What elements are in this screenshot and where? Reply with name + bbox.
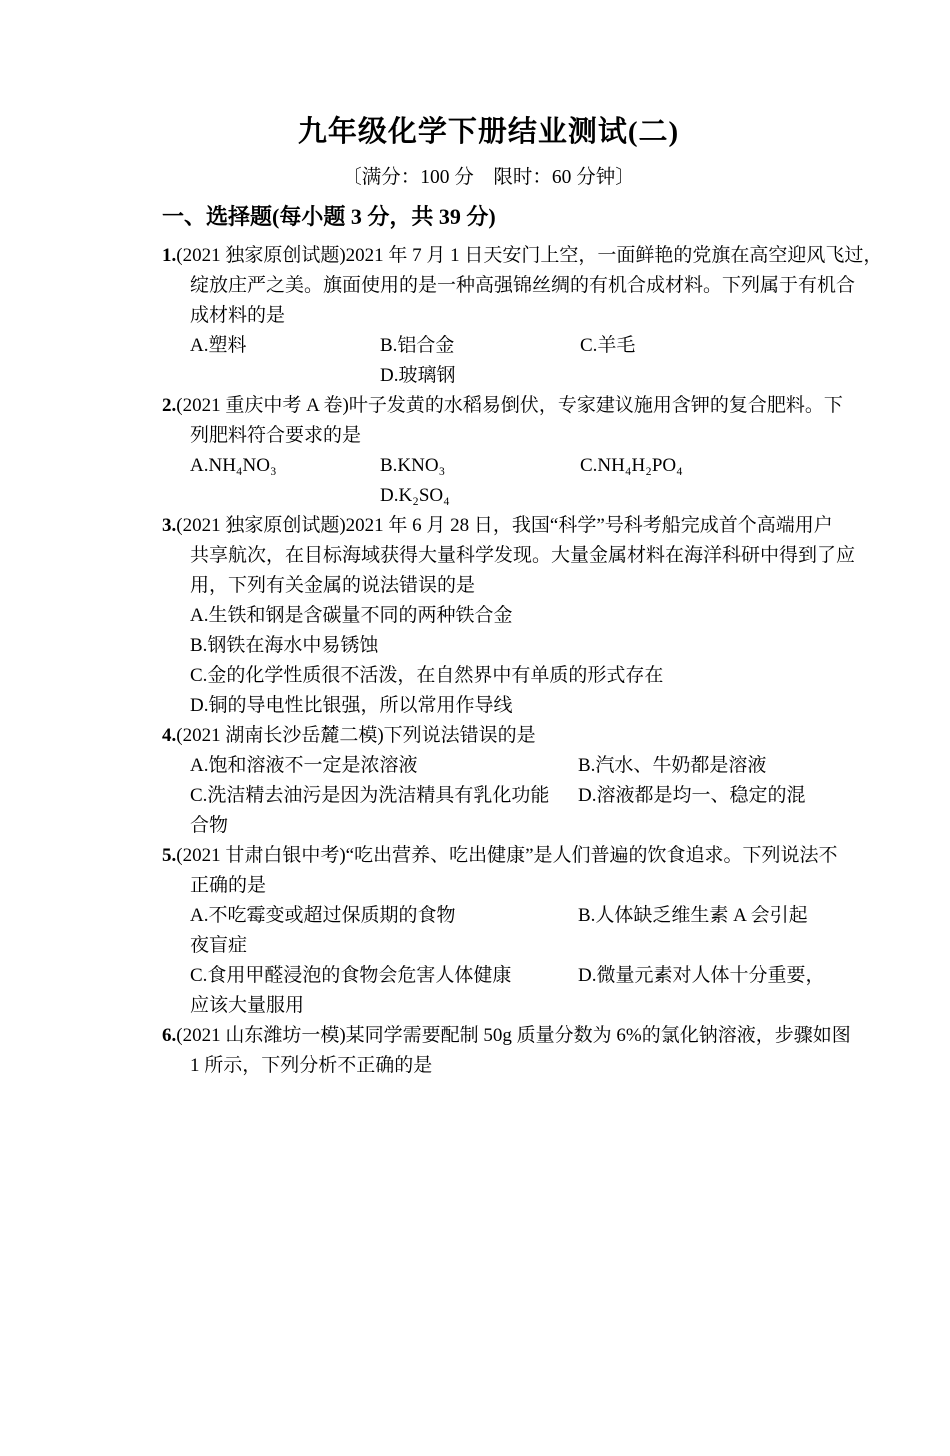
question-2: [162, 391, 862, 511]
question-6: [162, 1021, 862, 1081]
question-5-option-c: C.食用甲醛浸泡的食物会危害人体健康: [190, 965, 512, 986]
question-4-options-row-1: [162, 751, 862, 781]
question-2-option-a: A.NH₄NO₃: [190, 455, 277, 476]
question-2-stem-line-1: [162, 391, 862, 421]
question-5-number: 5.: [162, 845, 177, 866]
question-1-options-row-2: [162, 361, 862, 391]
question-3-option-a: A.生铁和钢是含碳量不同的两种铁合金: [190, 605, 513, 626]
question-5-options-row-2: [162, 961, 862, 991]
question-5-option-b: B.人体缺乏维生素 A 会引起: [578, 905, 808, 926]
question-6-number: 6.: [162, 1025, 177, 1046]
question-1-option-c: C.羊毛: [580, 335, 636, 356]
question-6-stem-text-1: (2021 山东潍坊一模)某同学需要配制 50g 质量分数为 6%的氯化钠溶液，步骤如图: [176, 1025, 851, 1046]
question-5-stem-line-1: [162, 841, 862, 871]
question-1-option-d: D.玻璃钢: [380, 365, 456, 386]
question-2-options-row-1: [162, 451, 862, 481]
question-1-stem-line-1: [162, 241, 883, 271]
question-4: [162, 721, 862, 841]
question-2-number: 2.: [162, 395, 177, 416]
question-2-option-c: C.NH₄H₂PO₄: [580, 455, 683, 476]
question-1-option-a: A.塑料: [190, 335, 247, 356]
question-1-stem-text-1: (2021 独家原创试题)2021 年 7 月 1 日天安门上空，一面鲜艳的党旗在高空迎风飞过，: [176, 245, 883, 266]
question-5-options-row-1: [162, 901, 862, 931]
question-3-stem-line-2: 共享航次，在目标海域获得大量科学发现。大量金属材料在海洋科研中得到了应: [190, 545, 856, 566]
question-4-option-a: A.饱和溶液不一定是浓溶液: [190, 755, 418, 776]
question-1-option-b: B.铝合金: [380, 335, 455, 356]
question-5-option-d: D.微量元素对人体十分重要，: [578, 965, 825, 986]
question-4-stem-line-1: [162, 721, 862, 751]
question-5-option-d-continuation: 应该大量服用: [190, 995, 305, 1016]
question-3-option-d: D.铜的导电性比银强，所以常用作导线: [190, 695, 513, 716]
question-2-stem-line-2: 列肥料符合要求的是: [190, 425, 362, 446]
question-4-option-d: D.溶液都是均一、稳定的混: [578, 785, 806, 806]
question-1-number: 1.: [162, 245, 177, 266]
question-4-number: 4.: [162, 725, 177, 746]
question-5-stem-text-1: (2021 甘肃白银中考)“吃出营养、吃出健康”是人们普遍的饮食追求。下列说法不: [176, 845, 838, 866]
question-6-stem-line-1: [162, 1021, 862, 1051]
question-1-stem-line-3: 成材料的是: [190, 305, 286, 326]
question-5-stem-line-2: 正确的是: [190, 875, 267, 896]
question-5-option-b-continuation: 夜盲症: [190, 935, 248, 956]
question-3-number: 3.: [162, 515, 177, 536]
section-heading: 一、选择题(每小题 3 分，共 39 分): [162, 204, 496, 229]
question-2-option-b: B.KNO₃: [380, 455, 446, 476]
question-1: [162, 241, 883, 391]
question-3-stem-line-3: 用，下列有关金属的说法错误的是: [190, 575, 476, 596]
question-4-option-c: C.洗洁精去油污是因为洗洁精具有乳化功能: [190, 785, 550, 806]
question-3-stem-text-1: (2021 独家原创试题)2021 年 6 月 28 日，我国“科学”号科考船完成首个高端用户: [176, 515, 833, 536]
question-4-stem-text-1: (2021 湖南长沙岳麓二模)下列说法错误的是: [176, 725, 536, 746]
questions-list: [162, 241, 883, 1081]
page-title: 九年级化学下册结业测试(二): [297, 116, 680, 148]
question-6-stem-line-2: 1 所示，下列分析不正确的是: [190, 1055, 433, 1076]
exam-document: [0, 112, 950, 1456]
question-1-stem-line-2: 绽放庄严之美。旗面使用的是一种高强锦丝绸的有机合成材料。下列属于有机合: [190, 275, 856, 296]
question-2-stem-text-1: (2021 重庆中考 A 卷)叶子发黄的水稻易倒伏，专家建议施用含钾的复合肥料。下: [176, 395, 843, 416]
question-3-stem-line-1: [162, 511, 862, 541]
question-4-option-d-continuation: 合物: [190, 815, 229, 836]
question-3-option-b: B.钢铁在海水中易锈蚀: [190, 635, 379, 656]
question-3-option-c: C.金的化学性质很不活泼，在自然界中有单质的形式存在: [190, 665, 664, 686]
question-1-options-row-1: [162, 331, 862, 361]
question-5-option-a: A.不吃霉变或超过保质期的食物: [190, 905, 456, 926]
question-3: [162, 511, 862, 721]
question-2-option-d: D.K₂SO₄: [380, 485, 450, 506]
question-4-options-row-2: [162, 781, 862, 811]
question-4-option-b: B.汽水、牛奶都是溶液: [578, 755, 767, 776]
question-5: [162, 841, 862, 1021]
exam-score-time-note: 〔满分：100 分 限时：60 分钟〕: [342, 167, 635, 188]
question-2-options-row-2: [162, 481, 862, 511]
